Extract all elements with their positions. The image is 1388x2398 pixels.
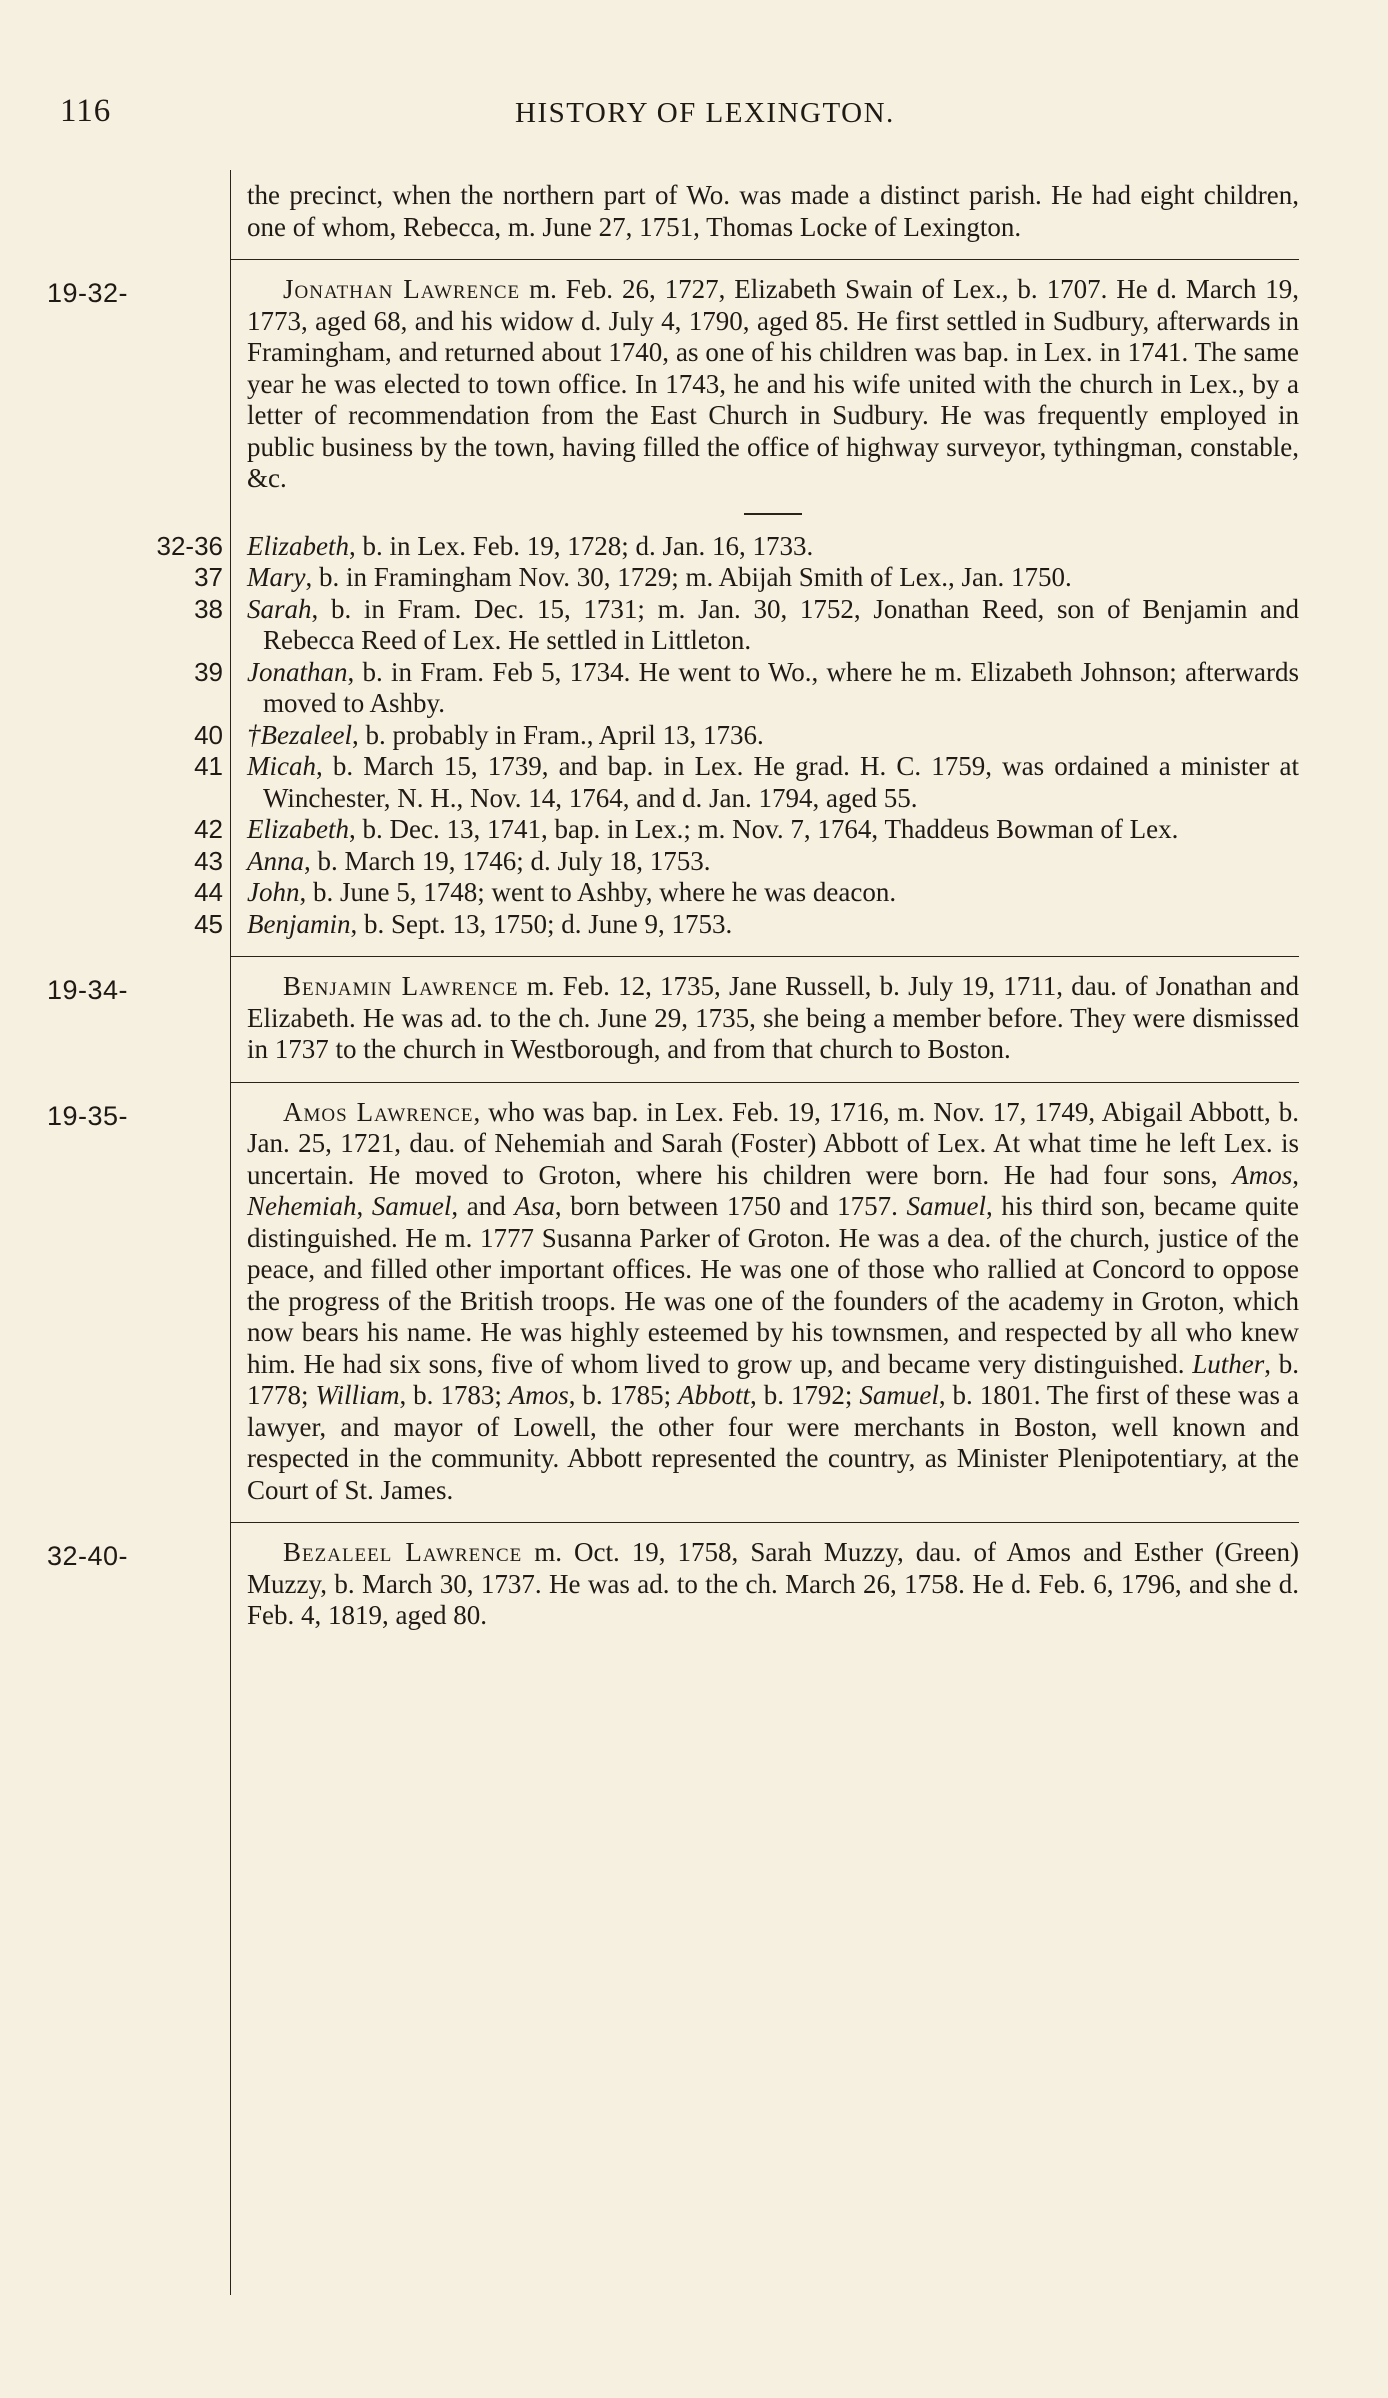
child-entry [194,562,1299,594]
entry-body: , b. 1801. The first of these was a lawyer, and mayor of Lowell, the other four were merchants in Boston, well known and respected in the community. Abbott represented the country, as Minister Plenipotentiary, at the Court of St. James. [247,1380,1299,1505]
child-name: William [315,1380,400,1410]
entry-bezaleel-lawrence [47,1537,1299,1632]
child-name: Samuel [906,1191,986,1221]
running-title: HISTORY OF LEXINGTON. [515,97,895,129]
child-name: Jonathan [247,656,348,687]
child-entry [156,530,1299,563]
entry-text [247,971,1299,1066]
entry-text [247,274,1299,495]
child-number: 39 [194,656,223,687]
page-body [47,180,1300,1632]
genealogy-ref: 32-40- [47,1541,129,1571]
entry-body: , born between 1750 and 1757. [554,1191,907,1221]
children-list [156,530,1299,941]
child-number: 43 [194,845,223,876]
section-divider [230,1082,1299,1083]
child-details: , b. March 15, 1739, and bap. in Lex. He grad. H. C. 1759, was ordained a minister at Winchester, N. H., Nov. 14, 1764, and d. Jan. 1794, aged 55. [263,751,1299,813]
child-name: Sarah [247,593,312,624]
entry-body: , b. 1778; [247,1348,1299,1410]
child-number: 42 [194,814,223,844]
section-divider [230,259,1299,260]
child-text [247,719,1299,752]
child-name: Amos [508,1380,569,1410]
child-name: Micah [247,751,316,781]
child-number: 44 [194,877,223,907]
child-name: †Bezaleel [247,719,352,750]
child-number: 32-36 [156,530,223,561]
child-text [247,562,1299,594]
entry-jonathan-lawrence [47,274,1299,495]
child-text [247,845,1299,878]
entry-body: , who was bap. in Lex. Feb. 19, 1716, m. Nov. 17, 1749, Abigail Abbott, b. Jan. 25, 1721, dau. of Nehemiah and Sarah (Foster) Abbott of Lex. At what time he left Lex. is uncertain. He moved to Groton, where his children were born. He had four sons, [247,1096,1299,1190]
child-details: , b. in Framingham Nov. 30, 1729; m. Abijah Smith of Lex., Jan. 1750. [305,562,1072,592]
section-divider [230,1522,1299,1523]
entry-amos-lawrence [47,1096,1300,1507]
child-entry [194,877,1299,909]
child-number: 37 [194,562,223,592]
entry-benjamin-lawrence [47,971,1299,1066]
child-text [247,751,1299,814]
entry-body: , [1292,1159,1299,1190]
child-name: Anna [247,845,304,876]
entry-body: m. Oct. 19, 1758, Sarah Muzzy, dau. of Amos and Esther (Green) Muzzy, b. March 30, 1737. He was ad. to the ch. March 26, 1758. He d. Feb. 6, 1796, and she d. Feb. 4, 1819, aged 80. [247,1537,1299,1630]
child-number: 45 [194,908,223,939]
entry-body: m. Feb. 26, 1727, Elizabeth Swain of Lex., b. 1707. He d. March 19, 1773, aged 68, and his widow d. July 4, 1790, aged 85. He first settled in Sudbury, afterwards in Framingham, and returned about 1740, as one of his children was bap. in Lex. in 1741. The same year he was elected to town office. In 1743, he and his wife united with the church in Lex., by a letter of recommendation from the East Church in Sudbury. He was frequently employed in public business by the town, having filled the office of highway surveyor, tythingman, constable, &c. [247,274,1299,493]
child-number: 41 [194,751,223,781]
person-name: Amos Lawrence [283,1096,474,1127]
child-name: Mary [247,562,306,592]
entry-body: , b. 1792; [750,1380,860,1410]
entry-text [247,1537,1299,1632]
child-name: Samuel [371,1191,452,1221]
child-name: Samuel [859,1380,939,1410]
child-text [247,656,1299,720]
child-text [247,530,1299,563]
child-number: 40 [194,719,223,750]
genealogy-ref: 19-34- [47,975,129,1005]
child-name: Abbott [678,1380,751,1410]
short-divider [744,513,802,515]
entry-body: , his third son, became quite distinguished. He m. 1777 Susanna Parker of Groton. He was a dea. of the church, justice of the peace, and filled other important offices. He was one of those who rallied at Concord to oppose the progress of the British troops. He was one of the founders of the academy in Groton, which now bears his name. He was highly esteemed by his townsmen, and respected by all who knew him. He had six sons, five of whom lived to grow up, and became very distinguished. [247,1191,1300,1379]
child-text [247,814,1299,846]
person-name: Benjamin Lawrence [283,971,519,1001]
intro-paragraph: the precinct, when the northern part of Wo. was made a distinct parish. He had eight children, one of whom, Rebecca, m. June 27, 1751, Thomas Locke of Lexington. [247,180,1299,242]
child-name: Elizabeth [247,814,349,844]
child-details: , b. in Lex. Feb. 19, 1728; d. Jan. 16, 1733. [349,530,814,561]
entry-body: , b. 1783; [399,1380,509,1410]
child-entry [194,751,1299,814]
child-entry [194,719,1299,752]
child-entry [194,908,1299,941]
page-number: 116 [60,93,112,129]
child-entry [194,814,1299,846]
child-entry [194,656,1299,720]
child-details: , b. probably in Fram., April 13, 1736. [351,719,764,750]
entry-body: , b. 1785; [568,1380,679,1410]
child-name: Benjamin [247,908,351,939]
entry-body: , [356,1191,372,1221]
page-header [0,93,1388,136]
child-number: 38 [194,593,223,624]
child-details: , b. in Fram. Feb 5, 1734. He went to Wo., where he m. Elizabeth Johnson; afterwards moved to Ashby. [263,656,1299,718]
child-text [247,908,1299,941]
child-text [247,877,1299,909]
genealogy-ref: 19-32- [47,278,129,308]
child-entry [194,845,1299,878]
entry-body: , and [451,1191,515,1221]
child-details: , b. March 19, 1746; d. July 18, 1753. [304,845,711,876]
genealogy-ref: 19-35- [47,1100,129,1131]
child-details: , b. in Fram. Dec. 15, 1731; m. Jan. 30, 1752, Jonathan Reed, son of Benjamin and Rebecca Reed of Lex. He settled in Littleton. [263,593,1299,655]
margin-rule [230,170,231,2295]
child-details: , b. June 5, 1748; went to Ashby, where he was deacon. [299,877,897,907]
child-details: , b. Sept. 13, 1750; d. June 9, 1753. [350,908,733,939]
entry-text [247,1097,1299,1507]
child-name: Amos [1232,1159,1293,1190]
child-name: Nehemiah [247,1191,357,1221]
child-name: Asa [514,1191,555,1221]
section-divider [230,956,1299,957]
child-name: Elizabeth [247,530,349,561]
child-entry [194,593,1299,657]
child-name: Luther [1192,1348,1265,1379]
child-details: , b. Dec. 13, 1741, bap. in Lex.; m. Nov. 7, 1764, Thaddeus Bowman of Lex. [349,814,1179,844]
child-text [247,593,1299,657]
person-name: Bezaleel Lawrence [283,1537,523,1567]
child-name: John [247,877,300,907]
person-name: Jonathan Lawrence [283,274,521,304]
entry-body: m. Feb. 12, 1735, Jane Russell, b. July 19, 1711, dau. of Jonathan and Elizabeth. He was ad. to the ch. June 29, 1735, she being a member before. They were dismissed in 1737 to the church in Westborough, and from that church to Boston. [247,971,1299,1064]
